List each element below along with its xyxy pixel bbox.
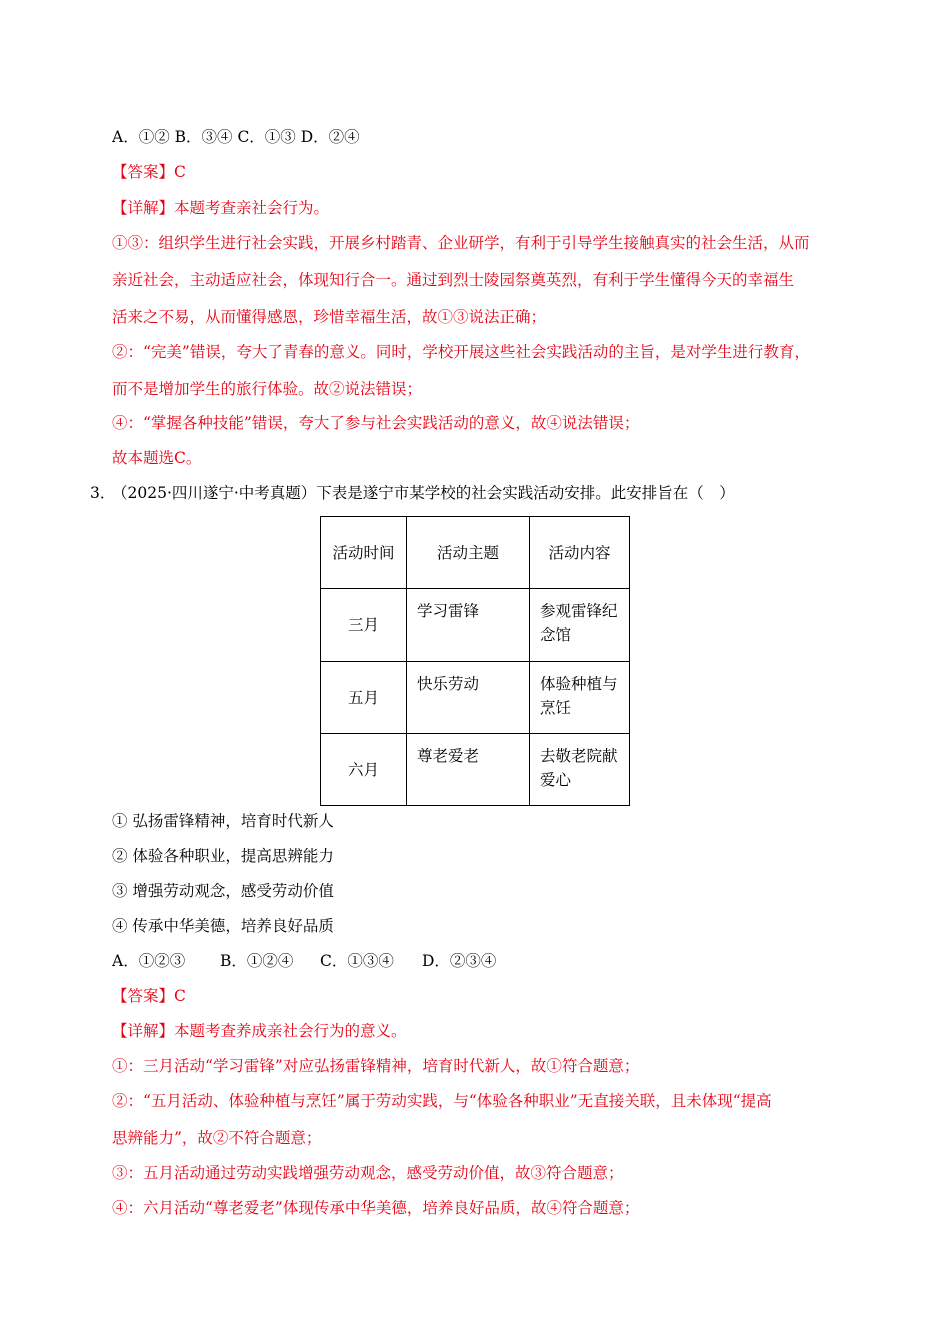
q3-statement: ① 弘扬雷锋精神，培育时代新人 bbox=[112, 812, 334, 830]
q2-options: A．①② B．③④ C．①③ D．②④ bbox=[112, 128, 360, 146]
q3-detail-line: ②：“五月活动、体验种植与烹饪”属于劳动实践，与“体验各种职业”无直接关联，且未体现“提高 bbox=[112, 1092, 772, 1110]
table-cell: 去敬老院献爱心 bbox=[530, 734, 630, 806]
q2-answer-label: 【答案】 bbox=[112, 163, 175, 181]
q2-detail-line: ②：“完美”错误，夸大了青春的意义。同时，学校开展这些社会实践活动的主旨，是对学生进行教育， bbox=[112, 343, 810, 361]
table-row bbox=[321, 734, 630, 806]
q3-detail-line: ①：三月活动“学习雷锋”对应弘扬雷锋精神，培育时代新人，故①符合题意； bbox=[112, 1057, 640, 1075]
table-cell: 五月 bbox=[321, 662, 407, 734]
q3-detail-line: ④：六月活动“尊老爱老”体现传承中华美德，培养良好品质，故④符合题意； bbox=[112, 1199, 640, 1217]
q2-detail-intro: 【详解】本题考查亲社会行为。 bbox=[112, 199, 330, 217]
q3-stem: （2025·四川遂宁·中考真题）下表是遂宁市某学校的社会实践活动安排。此安排旨在（ ） bbox=[112, 484, 735, 502]
table-header-cell: 活动内容 bbox=[530, 517, 630, 589]
q2-detail-line: 故本题选C。 bbox=[112, 449, 202, 467]
q3-option-a: A．①②③ bbox=[112, 952, 186, 970]
q3-detail-line: 思辨能力”，故②不符合题意； bbox=[112, 1129, 322, 1147]
q3-statement: ② 体验各种职业，提高思辨能力 bbox=[112, 847, 334, 865]
q3-option-b: B．①②④ bbox=[220, 952, 294, 970]
q3-number: 3． bbox=[90, 484, 116, 502]
q2-detail-line: 亲近社会，主动适应社会，体现知行合一。通过到烈士陵园祭奠英烈，有利于学生懂得今天的幸福生 bbox=[112, 271, 795, 289]
q3-detail-line: ③：五月活动通过劳动实践增强劳动观念，感受劳动价值，故③符合题意； bbox=[112, 1164, 624, 1182]
q2-detail-line: 而不是增加学生的旅行体验。故②说法错误； bbox=[112, 380, 423, 398]
table-cell: 六月 bbox=[321, 734, 407, 806]
table-row bbox=[321, 589, 630, 662]
q3-statement: ④ 传承中华美德，培养良好品质 bbox=[112, 917, 334, 935]
table-cell: 参观雷锋纪念馆 bbox=[530, 589, 630, 662]
table-cell: 尊老爱老 bbox=[407, 734, 530, 806]
table-header-row bbox=[321, 517, 630, 589]
table-header-cell: 活动时间 bbox=[321, 517, 407, 589]
q2-detail-line: ①③：组织学生进行社会实践，开展乡村踏青、企业研学，有利于引导学生接触真实的社会生活，从而 bbox=[112, 234, 810, 252]
q2-answer-value: C bbox=[174, 163, 186, 181]
q3-statement: ③ 增强劳动观念，感受劳动价值 bbox=[112, 882, 334, 900]
q2-answer bbox=[112, 162, 186, 182]
table-row bbox=[321, 662, 630, 734]
table-cell: 体验种植与烹饪 bbox=[530, 662, 630, 734]
q3-answer bbox=[112, 986, 186, 1006]
q3-detail-intro: 【详解】本题考查养成亲社会行为的意义。 bbox=[112, 1022, 407, 1040]
q2-detail-line: ④：“掌握各种技能”错误，夸大了参与社会实践活动的意义，故④说法错误； bbox=[112, 414, 640, 432]
table-cell: 学习雷锋 bbox=[407, 589, 530, 662]
q3-answer-value: C bbox=[174, 987, 186, 1005]
table-cell: 快乐劳动 bbox=[407, 662, 530, 734]
q3-option-c: C．①③④ bbox=[320, 952, 394, 970]
table-cell: 三月 bbox=[321, 589, 407, 662]
q3-option-d: D．②③④ bbox=[422, 952, 497, 970]
q2-detail-line: 活来之不易，从而懂得感恩，珍惜幸福生活，故①③说法正确； bbox=[112, 308, 547, 326]
q3-answer-label: 【答案】 bbox=[112, 987, 175, 1005]
table-header-cell: 活动主题 bbox=[407, 517, 530, 589]
activity-table bbox=[320, 516, 630, 806]
